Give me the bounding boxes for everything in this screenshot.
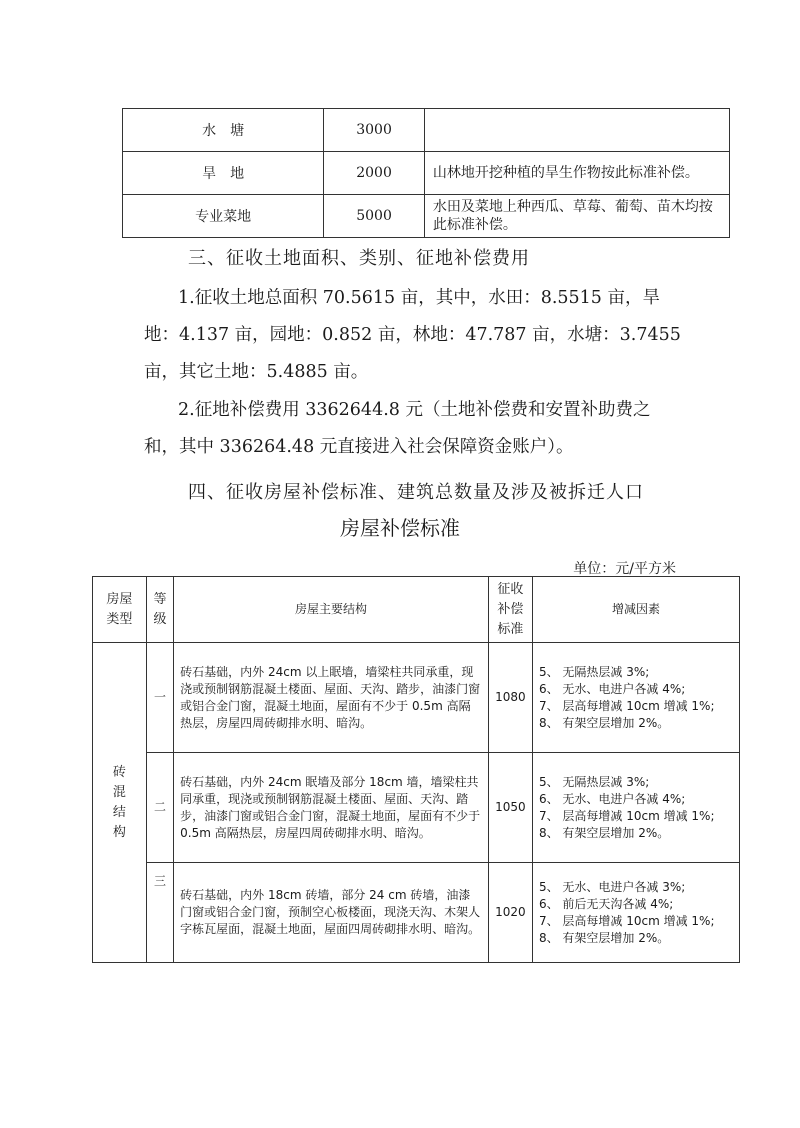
unit-label: 单位：元/平方米: [573, 561, 676, 577]
factors-cell: [532, 643, 739, 753]
factors-cell: [532, 753, 739, 863]
land-note-cell: 山林地开挖种植的旱生作物按此标准补偿。: [424, 152, 729, 195]
header-structure: 房屋主要结构: [174, 577, 489, 643]
land-note-cell: 水田及菜地上种西瓜、草莓、葡萄、苗木均按此标准补偿。: [424, 195, 729, 238]
factor-item: 7、 层高每增减 10cm 增减 1%;: [538, 808, 715, 823]
land-price-cell: 5000: [324, 195, 425, 238]
factor-item: 7、 层高每增减 10cm 增减 1%;: [538, 698, 715, 713]
paragraph-line: 亩，其它土地：5.4885 亩。: [144, 362, 369, 382]
land-type-cell: 旱 地: [123, 152, 324, 195]
factor-item: 6、 无水、电进户各减 4%;: [538, 791, 686, 806]
factor-item: 5、 无隔热层减 3%;: [538, 774, 650, 789]
land-price-cell: 3000: [324, 109, 425, 152]
house-compensation-table: [92, 576, 740, 963]
paragraph-line: 和，其中 336264.48 元直接进入社会保障资金账户）。: [144, 437, 574, 457]
header-price: 征收补偿标准: [488, 577, 532, 643]
grade-cell: 三: [146, 863, 173, 963]
land-type-cell: 水 塘: [123, 109, 324, 152]
factor-item: 8、 有架空层增加 2%。: [538, 825, 670, 840]
factor-item: 5、 无隔热层减 3%;: [538, 664, 650, 679]
land-price-cell: 2000: [324, 152, 425, 195]
category-cell: 砖混结构: [93, 643, 147, 963]
table-row: [123, 195, 730, 238]
factor-item: 8、 有架空层增加 2%。: [538, 715, 670, 730]
price-cell: 1020: [488, 863, 532, 963]
land-note-cell: [424, 109, 729, 152]
paragraph-line: 地：4.137 亩，园地：0.852 亩，林地：47.787 亩，水塘：3.7455: [144, 325, 681, 345]
section-3-paragraph-1: [144, 280, 704, 391]
price-cell: 1050: [488, 753, 532, 863]
factors-cell: [532, 863, 739, 963]
section-3-heading: 三、征收土地面积、类别、征地补偿费用: [188, 248, 530, 269]
structure-cell: 砖石基础，内外 24cm 以上眠墙，墙梁柱共同承重，现浇或预制钢筋混凝土楼面、屋面、天沟、踏步，油漆门窗或铝合金门窗，混凝土地面，屋面有不少于 0.5m 高隔热层，房屋四周砖砌排水明、暗沟。: [174, 643, 489, 753]
section-3-paragraph-2: [144, 392, 704, 466]
price-cell: 1080: [488, 643, 532, 753]
table-row: [123, 109, 730, 152]
house-table-title: 房屋补偿标准: [340, 516, 460, 540]
structure-cell: 砖石基础，内外 24cm 眠墙及部分 18cm 墙，墙梁柱共同承重，现浇或预制钢筋混凝土楼面、屋面、天沟、踏步，油漆门窗或铝合金门窗，混凝土地面，屋面有不少于 0.5m 高隔热层，房屋四周砖砌排水明、暗沟。: [174, 753, 489, 863]
factor-item: 5、 无水、电进户各减 3%;: [538, 879, 686, 894]
section-4-heading: 四、征收房屋补偿标准、建筑总数量及涉及被拆迁人口: [188, 482, 644, 503]
factor-item: 6、 前后无天沟各减 4%;: [538, 896, 674, 911]
header-house-type: 房屋类型: [93, 577, 147, 643]
paragraph-line: 1.征收土地总面积 70.5615 亩，其中，水田：8.5515 亩，旱: [178, 288, 660, 308]
factor-item: 6、 无水、电进户各减 4%;: [538, 681, 686, 696]
table-row: [93, 643, 740, 753]
grade-cell: 一: [146, 643, 173, 753]
table-row: [93, 753, 740, 863]
table-header-row: [93, 577, 740, 643]
structure-cell: 砖石基础，内外 18cm 砖墙，部分 24 cm 砖墙，油漆门窗或铝合金门窗，预制空心板楼面，现浇天沟、木架人字栋瓦屋面，混凝土地面，屋面四周砖砌排水明、暗沟。: [174, 863, 489, 963]
header-factors: 增减因素: [532, 577, 739, 643]
land-compensation-table: [122, 108, 730, 238]
factor-item: 7、 层高每增减 10cm 增减 1%;: [538, 913, 715, 928]
factor-item: 8、 有架空层增加 2%。: [538, 930, 670, 945]
header-grade: 等级: [146, 577, 173, 643]
paragraph-line: 2.征地补偿费用 3362644.8 元（土地补偿费和安置补助费之: [178, 400, 651, 420]
land-type-cell: 专业菜地: [123, 195, 324, 238]
table-row: [93, 863, 740, 963]
grade-cell: 二: [146, 753, 173, 863]
table-row: [123, 152, 730, 195]
